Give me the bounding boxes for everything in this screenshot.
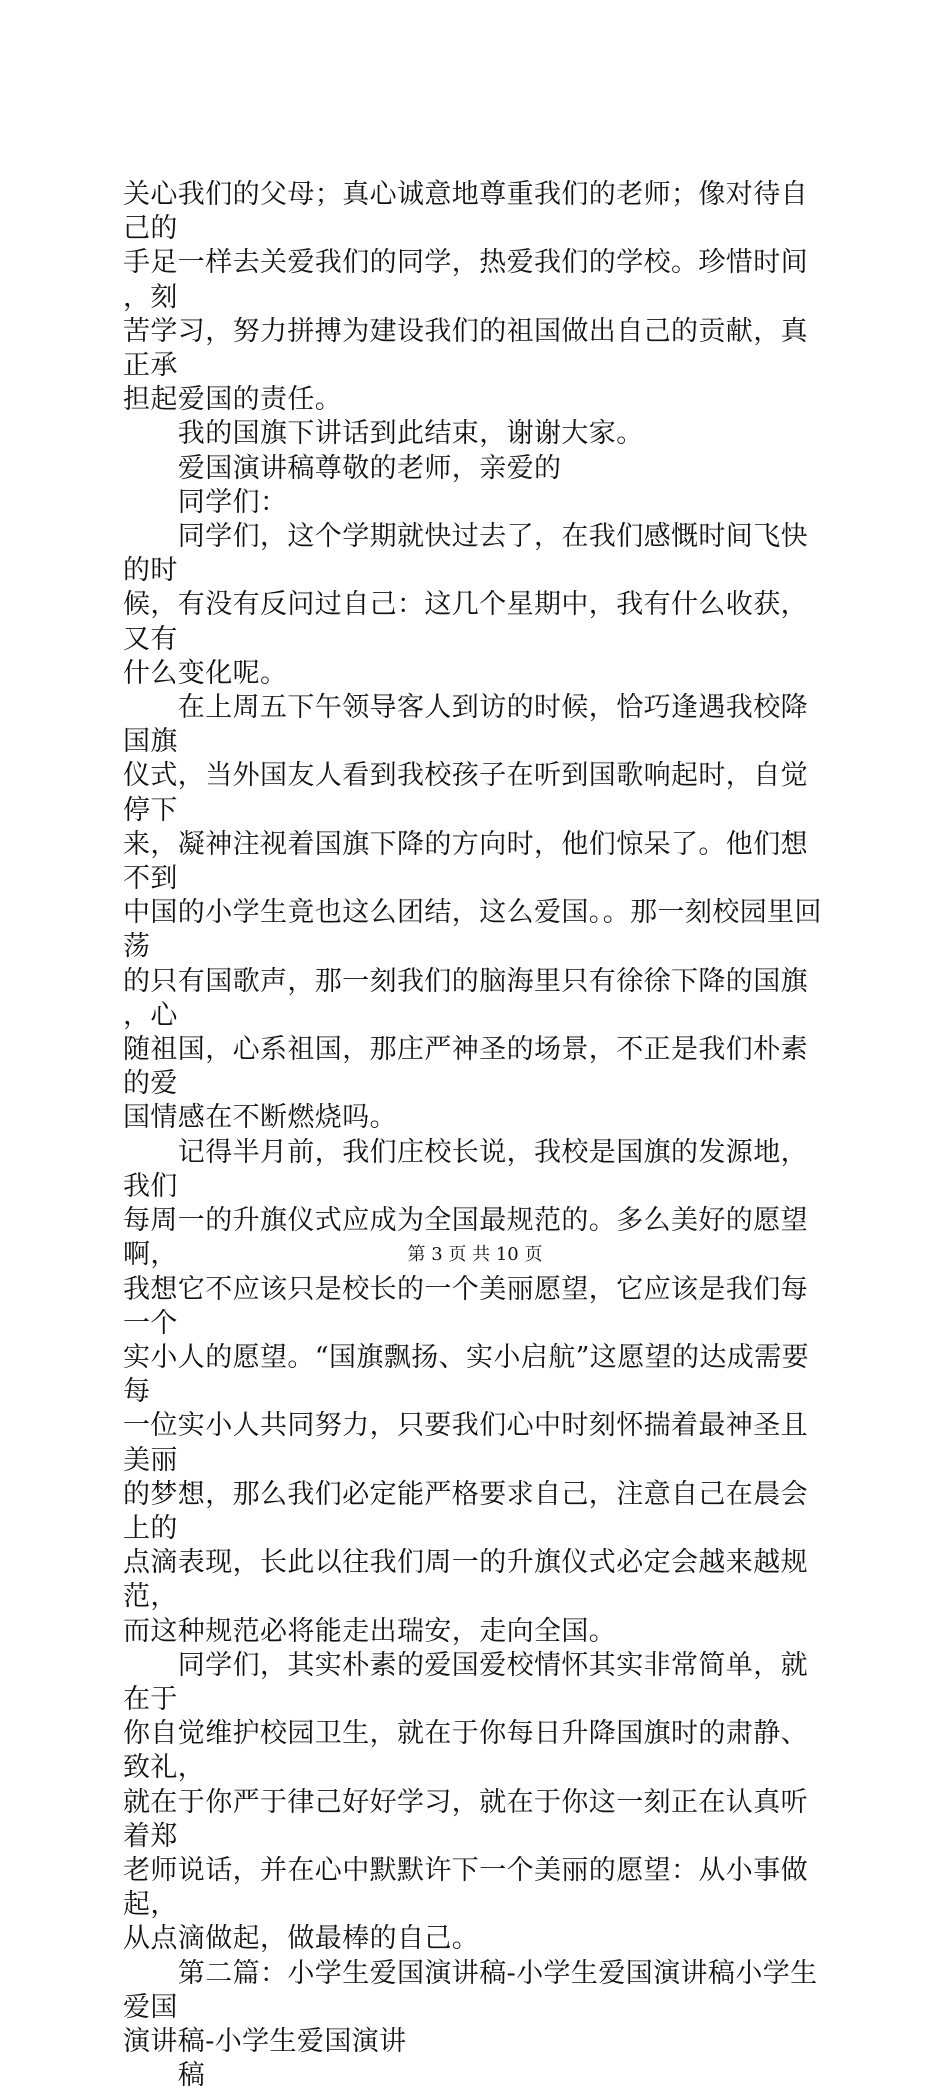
text-line: 我想它不应该只是校长的一个美丽愿望，它应该是我们每一个 <box>123 1273 808 1339</box>
text-line: 的只有国歌声，那一刻我们的脑海里只有徐徐下降的国旗，心 <box>123 965 808 1031</box>
text-line: 就在于你严于律己好好学习，就在于你这一刻正在认真听着郑 <box>123 1786 808 1852</box>
text-line: 的梦想，那么我们必定能严格要求自己，注意自己在晨会上的 <box>123 1478 808 1544</box>
text-line: 老师说话，并在心中默默许下一个美丽的愿望：从小事做起， <box>123 1854 808 1921</box>
text-line: 手足一样去关爱我们的同学，热爱我们的学校。珍惜时间，刻 <box>123 247 808 313</box>
text-line: 你自觉维护校园卫生，就在于你每日升降国旗时的肃静、致礼， <box>123 1718 808 1784</box>
text-line: 苦学习，努力拼搏为建设我们的祖国做出自己的贡献，真正承 <box>123 315 808 382</box>
text-line: 每周一的升旗仪式应成为全国最规范的。多么美好的愿望啊， <box>123 1205 808 1271</box>
text-line: 点滴表现，长此以往我们周一的升旗仪式必定会越来越规范， <box>123 1547 808 1613</box>
text-line: 什么变化呢。 <box>123 657 288 689</box>
text-line: 从点滴做起，做最棒的自己。 <box>123 1923 480 1955</box>
text-line: 记得半月前，我们庄校长说，我校是国旗的发源地，我们 <box>123 1136 808 1202</box>
text-line: 仪式，当外国友人看到我校孩子在听到国歌响起时，自觉停下 <box>123 760 808 826</box>
text-line: 爱国演讲稿尊敬的老师，亲爱的 <box>123 452 562 484</box>
text-line: 我的国旗下讲话到此结束，谢谢大家。 <box>123 418 644 450</box>
page-footer <box>0 1244 950 1266</box>
text-line: 一位实小人共同努力，只要我们心中时刻怀揣着最神圣且美丽 <box>123 1410 808 1476</box>
text-line: 实小人的愿望。“国旗飘扬、实小启航”这愿望的达成需要每 <box>123 1341 810 1408</box>
text-line: 关心我们的父母；真心诚意地尊重我们的老师；像对待自己的 <box>123 179 808 245</box>
text-line: 同学们： <box>123 486 288 518</box>
body-text <box>123 178 829 2093</box>
text-line: 而这种规范必将能走出瑞安，走向全国。 <box>123 1615 617 1647</box>
text-line: 在上周五下午领导客人到访的时候，恰巧逢遇我校降国旗 <box>123 692 808 758</box>
text-line: 国情感在不断燃烧吗。 <box>123 1102 397 1134</box>
text-line: 第二篇：小学生爱国演讲稿-小学生爱国演讲稿小学生爱国 <box>123 1957 818 2023</box>
text-line: 同学们，这个学期就快过去了，在我们感慨时间飞快的时 <box>123 521 808 587</box>
page-number-label: 第 3 页 共 10 页 <box>407 1244 543 1265</box>
text-line: 担起爱国的责任。 <box>123 384 343 416</box>
text-line: 随祖国，心系祖国，那庄严神圣的场景，不正是我们朴素的爱 <box>123 1034 808 1100</box>
text-line: 同学们，其实朴素的爱国爱校情怀其实非常简单，就在于 <box>123 1649 808 1715</box>
text-line: 候，有没有反问过自己：这几个星期中，我有什么收获，又有 <box>123 589 808 655</box>
text-line: 稿 <box>123 2060 206 2092</box>
text-line: 演讲稿-小学生爱国演讲 <box>123 2025 407 2057</box>
text-line: 中国的小学生竟也这么团结，这么爱国。。那一刻校园里回荡 <box>123 897 822 963</box>
text-line: 来，凝神注视着国旗下降的方向时，他们惊呆了。他们想不到 <box>123 828 808 895</box>
